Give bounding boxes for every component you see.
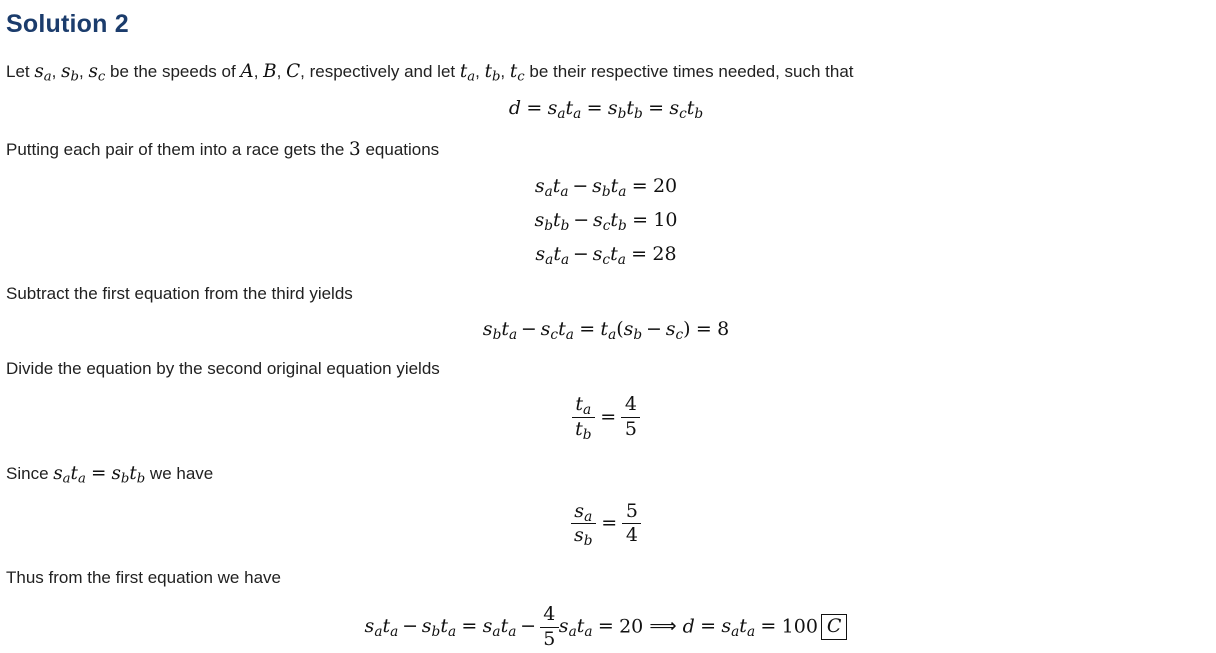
math-token: d	[508, 96, 522, 119]
math-variable: $s_a$	[364, 615, 383, 641]
math-token: 5	[543, 627, 556, 650]
math-variable: $t_b$	[610, 208, 627, 234]
inline-math	[509, 60, 525, 85]
math-variable: $s_b$	[111, 462, 130, 487]
math-token: =	[601, 511, 618, 534]
math-variable: $t_a$	[558, 317, 574, 343]
math-variable: $s_c$	[540, 317, 559, 343]
math-token: −	[520, 615, 537, 638]
math-token: =	[90, 462, 107, 484]
math-variable: $s_c$	[665, 317, 684, 343]
math-variable: $t_a$	[70, 462, 86, 487]
math-token: =	[597, 615, 614, 638]
inline-math	[484, 60, 501, 85]
display-equation	[6, 392, 1206, 443]
math-token: =	[586, 96, 603, 119]
inline-math	[286, 60, 300, 81]
math-variable: $s_a$	[34, 61, 52, 85]
math-variable: $t_a$	[610, 174, 627, 200]
math-token: =	[631, 242, 648, 265]
math-variable: $t_a$	[459, 61, 476, 85]
math-token: 20	[652, 174, 678, 197]
math-token: −	[402, 615, 418, 638]
math-variable: $s_b$	[607, 96, 627, 122]
math-variable: $s_b$	[61, 61, 79, 85]
math-token: 5	[625, 499, 638, 522]
math-variable: $t_c$	[509, 61, 525, 85]
math-token: d	[682, 615, 695, 638]
display-equation	[6, 96, 1206, 122]
math-variable: $t_a$	[739, 615, 756, 641]
inline-math	[88, 60, 106, 85]
paragraph: Since $s_at_a = s_bt_b$ we have	[6, 462, 214, 487]
inline-math	[61, 60, 79, 85]
display-equation	[6, 317, 1206, 343]
math-variable: $t_b$	[129, 462, 146, 487]
paragraph: Let $s_a$, $s_b$, $s_c$ be the speeds of A, B, C, respectively and let $t_a$, $t_b$, $t_c$ be their respective times needed, such that	[6, 61, 854, 85]
math-fraction	[622, 499, 641, 550]
math-token: =	[600, 405, 617, 428]
math-token: =	[579, 317, 596, 340]
math-variable: $s_a$	[534, 174, 553, 200]
math-token: C	[286, 61, 301, 82]
math-fraction	[621, 392, 640, 443]
math-token: (	[616, 317, 624, 340]
math-variable: $t_b$	[626, 96, 643, 122]
math-variable: $t_a$	[553, 242, 570, 268]
math-variable: $t_a$	[501, 317, 518, 343]
math-variable: $t_a$	[440, 615, 457, 641]
math-token: 28	[652, 242, 677, 265]
math-token: 8	[717, 317, 730, 340]
math-token: −	[520, 317, 537, 340]
solution-heading: Solution 2	[6, 10, 129, 38]
math-fraction	[571, 499, 596, 550]
math-token: =	[648, 96, 664, 119]
math-variable: $t_a$	[610, 242, 626, 268]
inline-math	[53, 462, 146, 487]
math-token: 4	[625, 524, 638, 547]
display-equation	[6, 499, 1206, 550]
math-token: 5	[624, 418, 637, 441]
math-variable: $s_b$	[421, 615, 441, 641]
paragraph: Putting each pair of them into a race gets the 3 equations	[6, 138, 440, 160]
inline-math	[240, 60, 253, 81]
math-token: ⟹	[649, 615, 677, 638]
inline-math	[34, 60, 52, 85]
math-variable: $s_c$	[88, 61, 106, 85]
math-variable: $s_b$	[623, 317, 643, 343]
math-variable: $s_a$	[53, 462, 71, 487]
display-equation	[6, 242, 1206, 268]
math-token: −	[573, 208, 590, 231]
math-variable: $t_a$	[575, 393, 592, 419]
math-token: )	[683, 317, 691, 340]
math-variable: $s_a$	[547, 96, 566, 122]
math-token: −	[645, 317, 662, 340]
math-token: =	[632, 208, 649, 231]
math-variable: $t_b$	[484, 61, 501, 85]
math-variable: $t_a$	[382, 615, 399, 641]
math-token: 100	[781, 615, 818, 638]
math-token: −	[572, 242, 589, 265]
math-token: 20	[619, 615, 644, 638]
math-variable: $t_a$	[552, 174, 569, 200]
math-variable: $s_c$	[669, 96, 687, 122]
math-token: =	[631, 174, 648, 197]
math-token: =	[700, 615, 717, 638]
math-variable: $t_a$	[600, 317, 617, 343]
math-token: C	[826, 615, 842, 638]
math-variable: $s_b$	[592, 174, 611, 200]
math-fraction	[572, 392, 595, 443]
math-variable: $s_a$	[574, 499, 593, 525]
math-token: −	[572, 174, 589, 197]
math-token: B	[263, 61, 277, 82]
math-variable: $s_a$	[721, 615, 740, 641]
paragraph: Subtract the first equation from the third yields	[6, 283, 353, 303]
display-equation	[6, 174, 1206, 200]
inline-math	[263, 60, 277, 81]
math-variable: $t_b$	[686, 96, 704, 122]
math-variable: $s_b$	[534, 208, 554, 234]
inline-math	[349, 138, 361, 159]
math-variable: $t_a$	[565, 96, 582, 122]
math-token: =	[461, 615, 478, 638]
boxed-answer	[821, 614, 848, 640]
math-variable: $t_a$	[576, 615, 593, 641]
math-token: 10	[653, 208, 678, 231]
math-token: =	[760, 615, 777, 638]
math-variable: $s_a$	[535, 242, 554, 268]
math-variable: $s_b$	[482, 317, 502, 343]
paragraph: Thus from the first equation we have	[6, 568, 281, 588]
math-variable: $t_b$	[575, 418, 592, 444]
paragraph: Divide the equation by the second original equation yields	[6, 358, 440, 378]
math-token: 4	[624, 393, 637, 416]
math-variable: $s_a$	[558, 615, 577, 641]
math-variable: $s_c$	[592, 242, 611, 268]
math-token: =	[526, 96, 543, 119]
math-variable: $t_b$	[553, 208, 570, 234]
math-fraction	[540, 602, 559, 653]
math-token: =	[695, 317, 712, 340]
math-token: 4	[543, 603, 556, 626]
math-variable: $s_c$	[592, 208, 611, 234]
display-equation	[6, 208, 1206, 234]
display-equation	[6, 602, 1206, 653]
math-variable: $s_a$	[482, 615, 501, 641]
inline-math	[459, 60, 476, 85]
math-token: 3	[349, 138, 361, 160]
math-token: A	[240, 61, 254, 82]
math-variable: $t_a$	[500, 615, 517, 641]
math-variable: $s_b$	[574, 524, 593, 550]
